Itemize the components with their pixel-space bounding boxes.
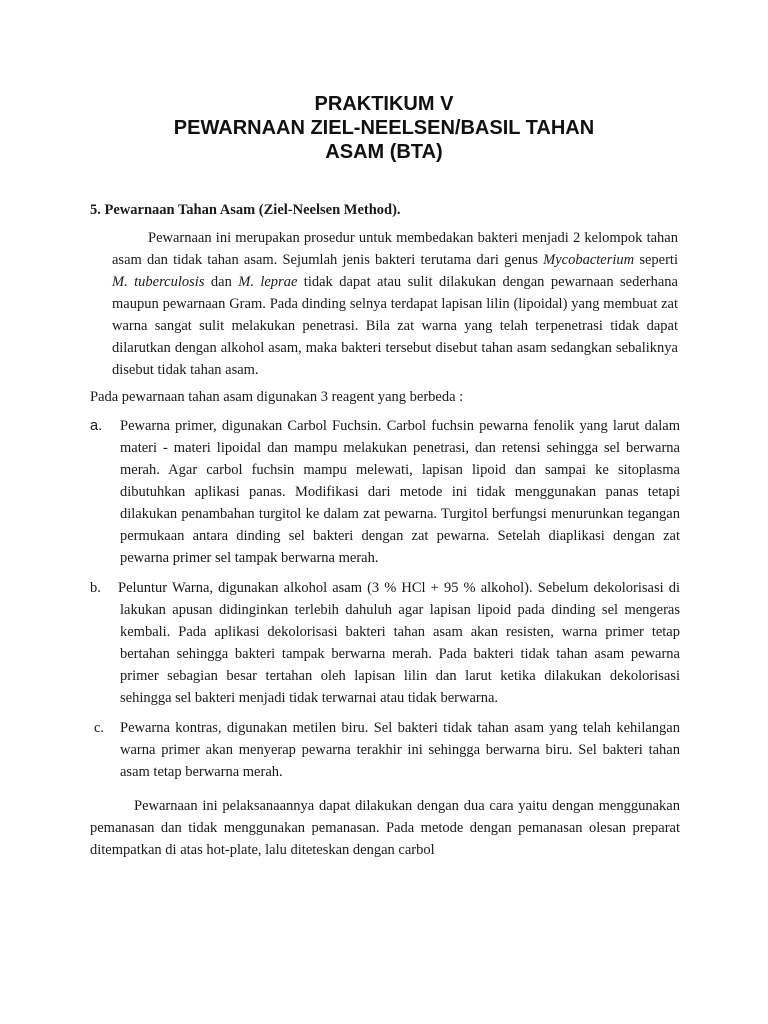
title-line-2: PEWARNAAN ZIEL-NEELSEN/BASIL TAHAN [173, 117, 595, 139]
list-marker: a. [90, 418, 103, 434]
paragraph-text: Pewarnaan ini merupakan prosedur untuk membedakan bakteri menjadi 2 kelompok tahan asam dan tidak tahan asam. Sejumlah jenis bakteri terutama dari genus [112, 230, 678, 268]
list-item [90, 415, 680, 569]
title-line-1: PRAKTIKUM V [314, 93, 454, 115]
paragraph-text: tidak dapat atau sulit dilakukan dengan pewarnaan sederhana maupun pewarnaan Gram. Pada dinding selnya terdapat lapisan lilin (lipoidal) yang membuat zat warna sangat sulit melakukan penetrasi. Bila zat warna yang telah terpenetrasi tidak dapat dilarutkan dengan alkohol asam, maka bakteri tersebut disebut tahan asam sedangkan sebaliknya disebut tidak tahan asam. [112, 274, 678, 378]
species-name: M. leprae [238, 274, 298, 290]
list-item [90, 577, 680, 709]
paragraph-method: Pewarnaan ini pelaksanaannya dapat dilakukan dengan dua cara yaitu dengan menggunakan pemanasan dan tidak menggunakan pemanasan. Pada metode dengan pemanasan olesan preparat ditempatkan di atas hot-plate, lalu diteteskan dengan carbol [90, 798, 680, 858]
paragraph-text: seperti [634, 252, 678, 268]
title-line-3: ASAM (BTA) [325, 141, 443, 163]
document-title [0, 92, 768, 164]
species-name: M. tuberculosis [112, 274, 205, 290]
list-item [94, 717, 680, 783]
section-heading: 5. Pewarnaan Tahan Asam (Ziel-Neelsen Method). [90, 202, 401, 218]
list-marker: b. [90, 580, 101, 596]
genus-name: Mycobacterium [543, 252, 635, 268]
paragraph-intro-description [112, 227, 678, 381]
list-item-text: Pewarna kontras, digunakan metilen biru. Sel bakteri tidak tahan asam yang telah kehilangan warna primer akan menyerap pewarna terakhir ini sehingga berwarna biru. Sel bakteri tahan asam tetap berwarna merah. [120, 720, 680, 780]
list-item-text: Peluntur Warna, digunakan alkohol asam (3 % HCl + 95 % alkohol). Sebelum dekolorisasi di lakukan apusan didinginkan terlebih dahuluh agar lapisan lipoid pada dinding sel mengeras kembali. Pada aplikasi dekolorisasi bakteri tahan asam akan resisten, warna primer tetap bertahan sehingga bakteri tampak berwarna merah. Pada bakteri tidak tahan asam pewarna primer sebagian besar tertahan oleh lapisan lilin dan larut ketika dilakukan dekolorisasi sehingga sel bakteri menjadi tidak terwarnai atau tidak berwarna. [118, 580, 680, 706]
reagent-intro: Pada pewarnaan tahan asam digunakan 3 reagent yang berbeda : [90, 389, 464, 405]
list-marker: c. [94, 720, 105, 736]
list-item-text: Pewarna primer, digunakan Carbol Fuchsin. Carbol fuchsin pewarna fenolik yang larut dalam materi - materi lipoidal dan mampu melakukan penetrasi, dan retensi sehingga sel berwarna merah. Agar carbol fuchsin mampu melewati, lapisan lipoid dan sampai ke sitoplasma dibutuhkan aplikasi panas. Modifikasi dari metode ini tidak menggunakan panas tetapi dilakukan penambahan turgitol ke dalam zat pewarna. Turgitol berfungsi menurunkan tegangan permukaan antara dinding sel bakteri dengan zat pewarna. Setelah diaplikasi dengan zat pewarna primer sel tampak berwarna merah. [120, 418, 680, 566]
paragraph-text: dan [204, 274, 239, 290]
